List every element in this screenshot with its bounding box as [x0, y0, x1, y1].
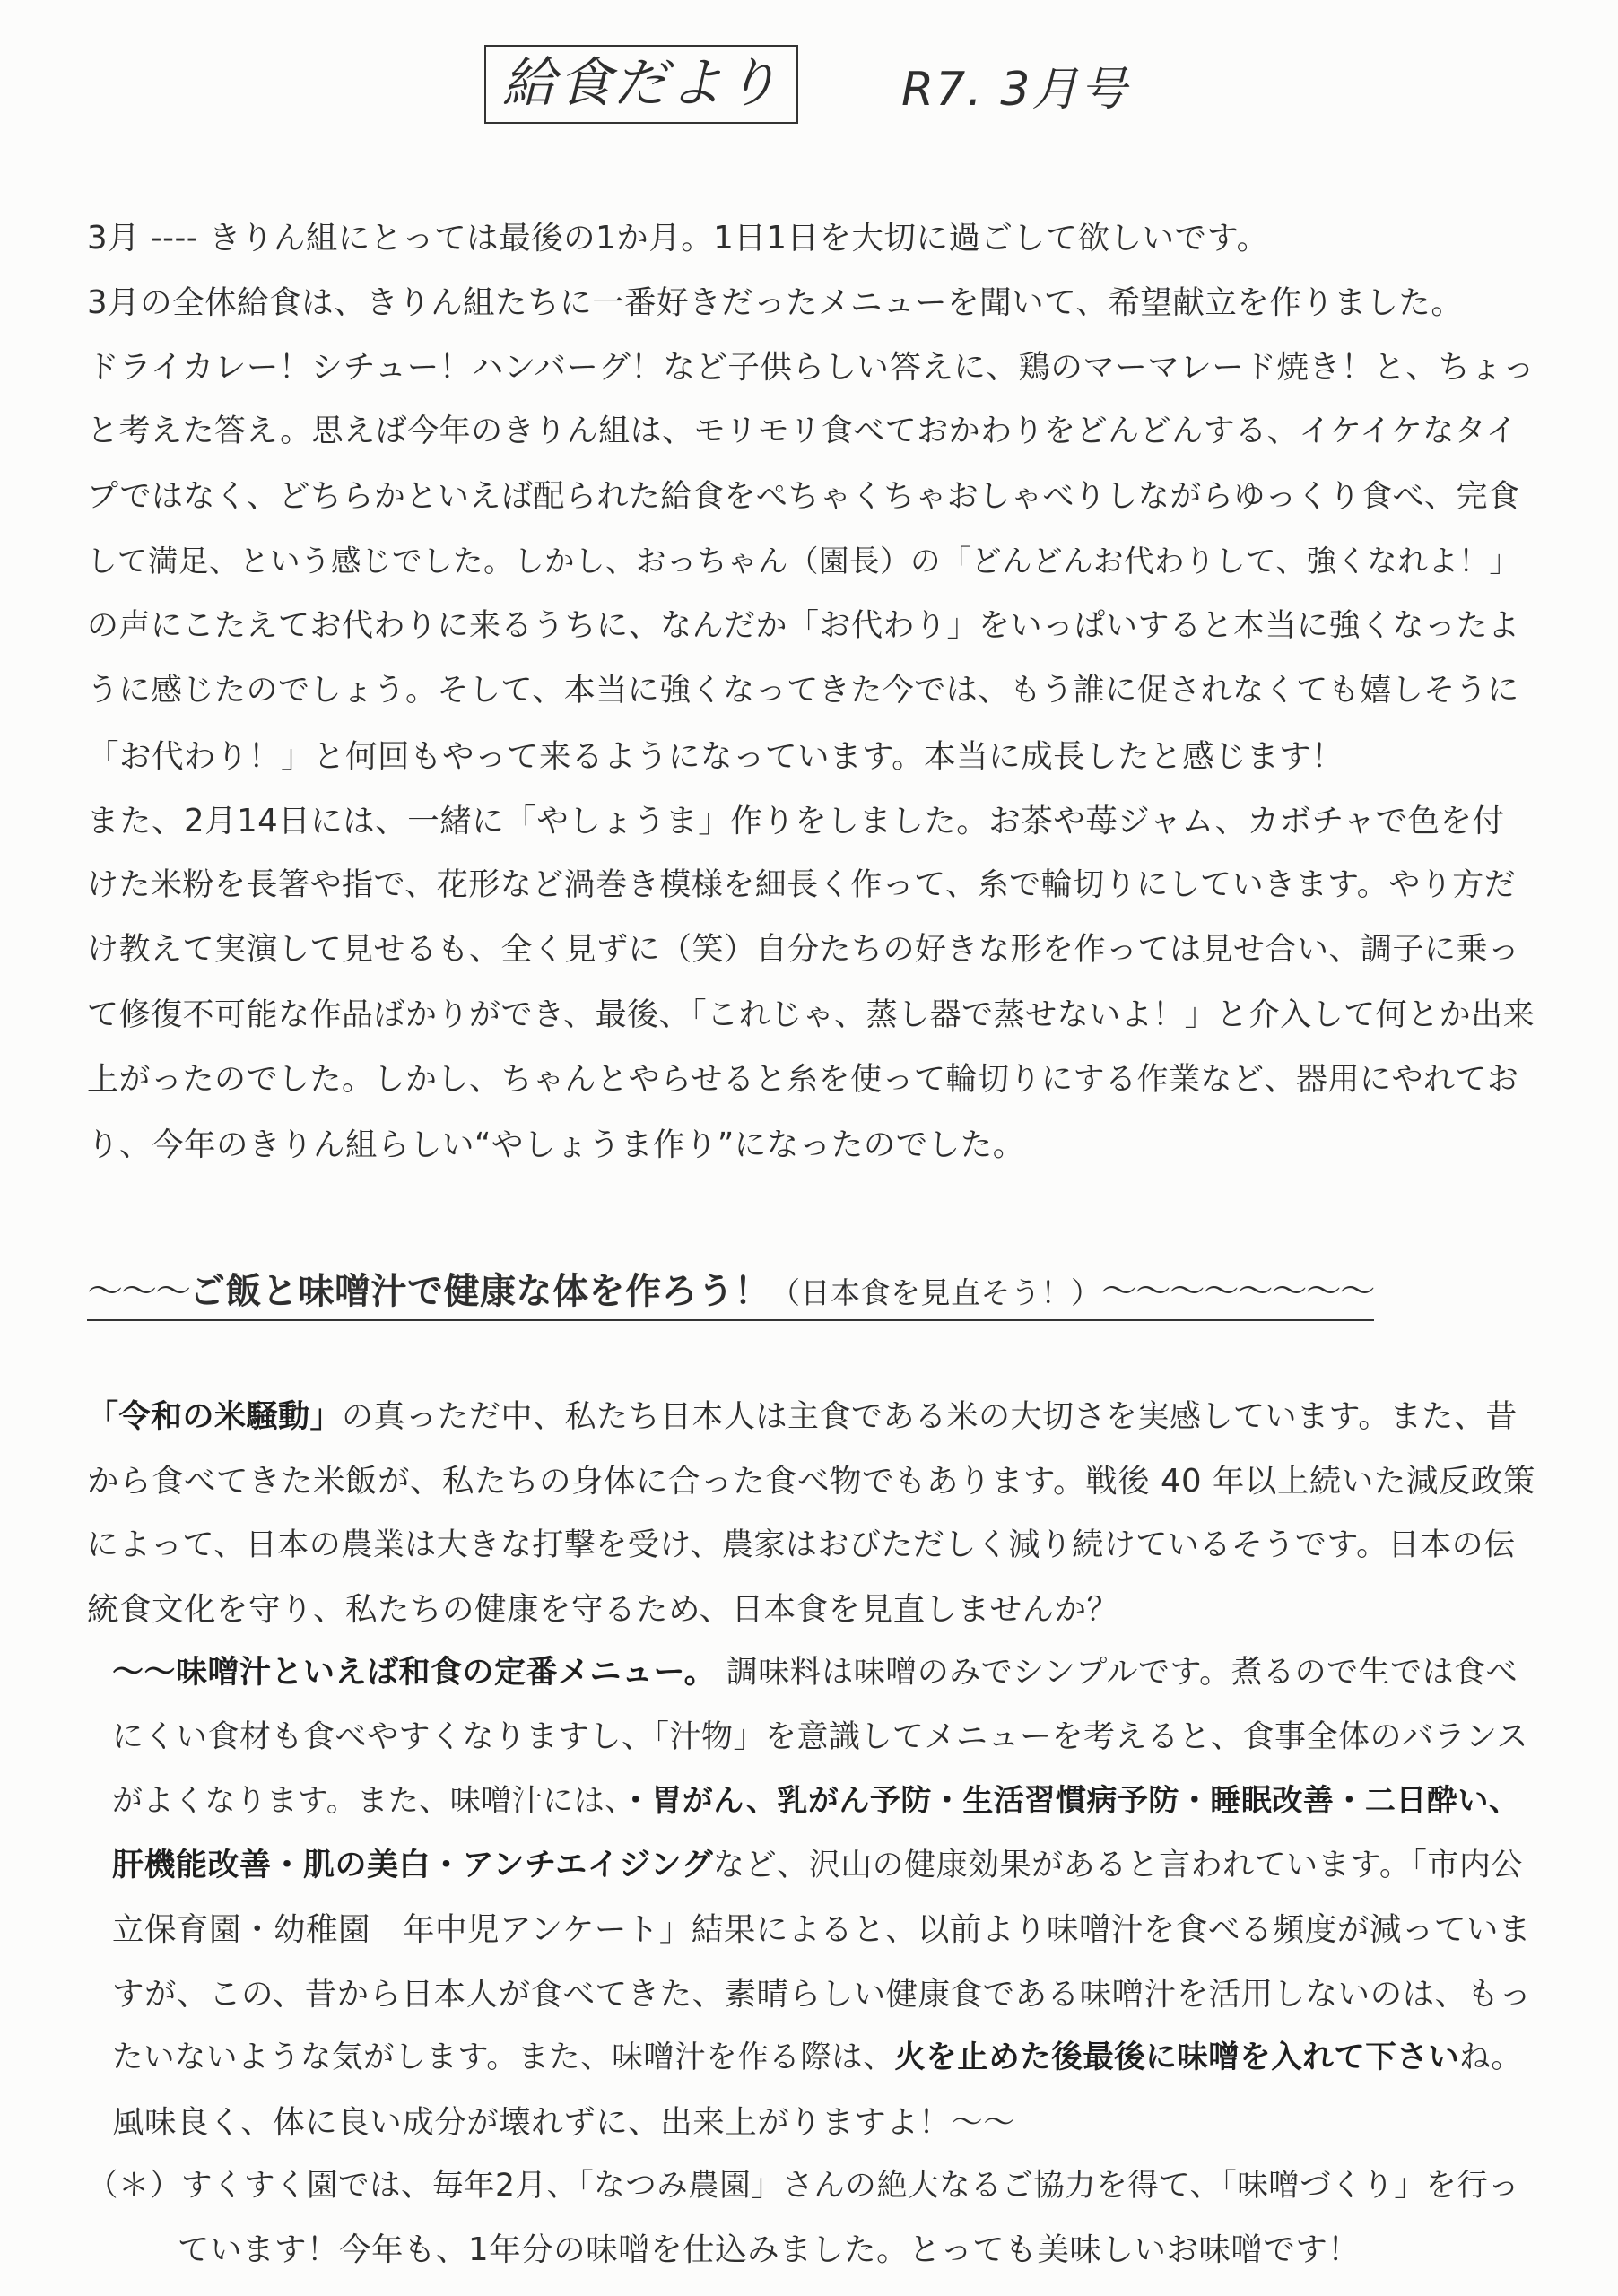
intro-line: て修復不可能な作品ばかりができ、最後、「これじゃ、蒸し器で蒸せないよ！」と介入して何とか出来 [87, 997, 1535, 1033]
para2-line [112, 1783, 1520, 1819]
para1-line [87, 1399, 1518, 1435]
intro-line: けた米粉を長箸や指で、花形など渦巻き模様を細長く作って、糸で輪切りにしていきます。やり方だ [87, 867, 1517, 903]
para2-line [112, 2039, 1523, 2075]
intro-line: け教えて実演して見せるも、全く見ずに（笑）自分たちの好きな形を作っては見せ合い、調子に乗っ [87, 932, 1520, 968]
intro-line: 上がったのでした。しかし、ちゃんとやらせると糸を使って輪切りにする作業など、器用にやれてお [87, 1062, 1519, 1098]
para2-line [112, 1850, 1523, 1882]
bold-phrase: 火を止めた後最後に味噌を入れて下さい [894, 2039, 1460, 2075]
intro-line: また、2月14日には、一緒に「やしょうま」作りをしました。お茶や苺ジャム、カボチャで色を付 [87, 803, 1505, 839]
intro-line: ドライカレー！シチュー！ハンバーグ！など子供らしい答えに、鶏のマーマレード焼き！と、ちょっ [87, 349, 1535, 386]
para2-text: がよくなります。また、味噌汁には、 [112, 1783, 621, 1819]
heading-sub: （日本食を見直そう！） [770, 1275, 1101, 1310]
intro-line: の声にこたえてお代わりに来るうちに、なんだか「お代わり」をいっぱいすると本当に強くなったよ [87, 608, 1520, 644]
bold-phrase: 「令和の米騒動」 [87, 1399, 343, 1435]
para2-line: 立保育園・幼稚園 年中児アンケート」結果によると、以前より味噌汁を食べる頻度が減っていま [112, 1911, 1531, 1948]
heading-main: ご飯と味噌汁で健康な体を作ろう！ [189, 1271, 770, 1312]
bold-phrase: 肝機能改善・肌の美白・アンチエイジング [112, 1848, 714, 1883]
para1-text: の真っただ中、私たち日本人は主食である米の大切さを実感しています。また、昔 [342, 1399, 1518, 1435]
note-line: （＊）すくすく園では、毎年2月、「なつみ農園」さんの絶大なるご協力を得て、「味噌づくり」を行っ [87, 2168, 1520, 2204]
para2-text: ね。 [1459, 2039, 1523, 2075]
heading-suffix: ～～～～～～～～ [1100, 1271, 1374, 1312]
heading-prefix: ～～～ [87, 1271, 189, 1312]
intro-line: プではなく、どちらかといえば配られた給食をぺちゃくちゃおしゃべりしながらゆっくり食べ、完食 [87, 479, 1520, 515]
issue-label: R7. 3月号 [901, 62, 1129, 117]
para2-line [112, 1657, 1518, 1689]
intro-line: 「お代わり！」と何回もやって来るようになっています。本当に成長したと感じます！ [87, 738, 1344, 775]
para1-line: によって、日本の農業は大きな打撃を受け、農家はおびただしく減り続けているそうです。日本の伝 [87, 1527, 1516, 1563]
para2-text: など、沢山の健康効果があると言われています。「市内公 [713, 1848, 1523, 1883]
intro-line: 3月の全体給食は、きりん組たちに一番好きだったメニューを聞いて、希望献立を作りました。 [87, 284, 1464, 321]
intro-line: して満足、という感じでした。しかし、おっちゃん（園長）の「どんどんお代わりして、強くなれよ！」 [87, 544, 1520, 578]
bold-phrase: ・胃がん、乳がん予防・生活習慣病予防・睡眠改善・二日酔い、 [620, 1783, 1520, 1819]
note-line: ています！今年も、1年分の味噌を仕込みました。とっても美味しいお味噌です！ [178, 2231, 1361, 2268]
intro-line: と考えた答え。思えば今年のきりん組は、モリモリ食べておかわりをどんどんする、イケイケなタイ [87, 413, 1518, 449]
para2-text: 調味料は味噌のみでシンプルです。煮るので生では食べ [716, 1655, 1518, 1691]
intro-line: り、今年のきりん組らしい“やしょうま作り”になったのでした。 [87, 1126, 1025, 1163]
para1-line: から食べてきた米飯が、私たちの身体に合った食べ物でもあります。戦後 40 年以上続いた減反政策 [87, 1463, 1535, 1500]
section-heading [87, 1263, 1374, 1321]
intro-line: 3月 ---- きりん組にとっては最後の1か月。1日1日を大切に過ごして欲しいです。 [87, 220, 1269, 257]
intro-line: うに感じたのでしょう。そして、本当に強くなってきた今では、もう誰に促されなくても嬉しそうに [87, 673, 1519, 709]
para2-line: 風味良く、体に良い成分が壊れずに、出来上がりますよ！～～ [112, 2104, 1016, 2141]
bold-phrase: ～～味噌汁といえば和食の定番メニュー。 [112, 1655, 717, 1691]
para2-line: にくい食材も食べやすくなりますし、「汁物」を意識してメニューを考えると、食事全体のバランス [112, 1719, 1528, 1755]
para2-text: たいないような気がします。また、味噌汁を作る際は、 [112, 2039, 895, 2075]
para1-line: 統食文化を守り、私たちの健康を守るため、日本食を見直しませんか？ [87, 1591, 1119, 1628]
para2-line: すが、この、昔から日本人が食べてきた、素晴らしい健康食である味噌汁を活用しないのは、もっ [112, 1976, 1532, 2013]
newsletter-title: 給食だより [484, 45, 798, 124]
title-row [484, 45, 1128, 124]
